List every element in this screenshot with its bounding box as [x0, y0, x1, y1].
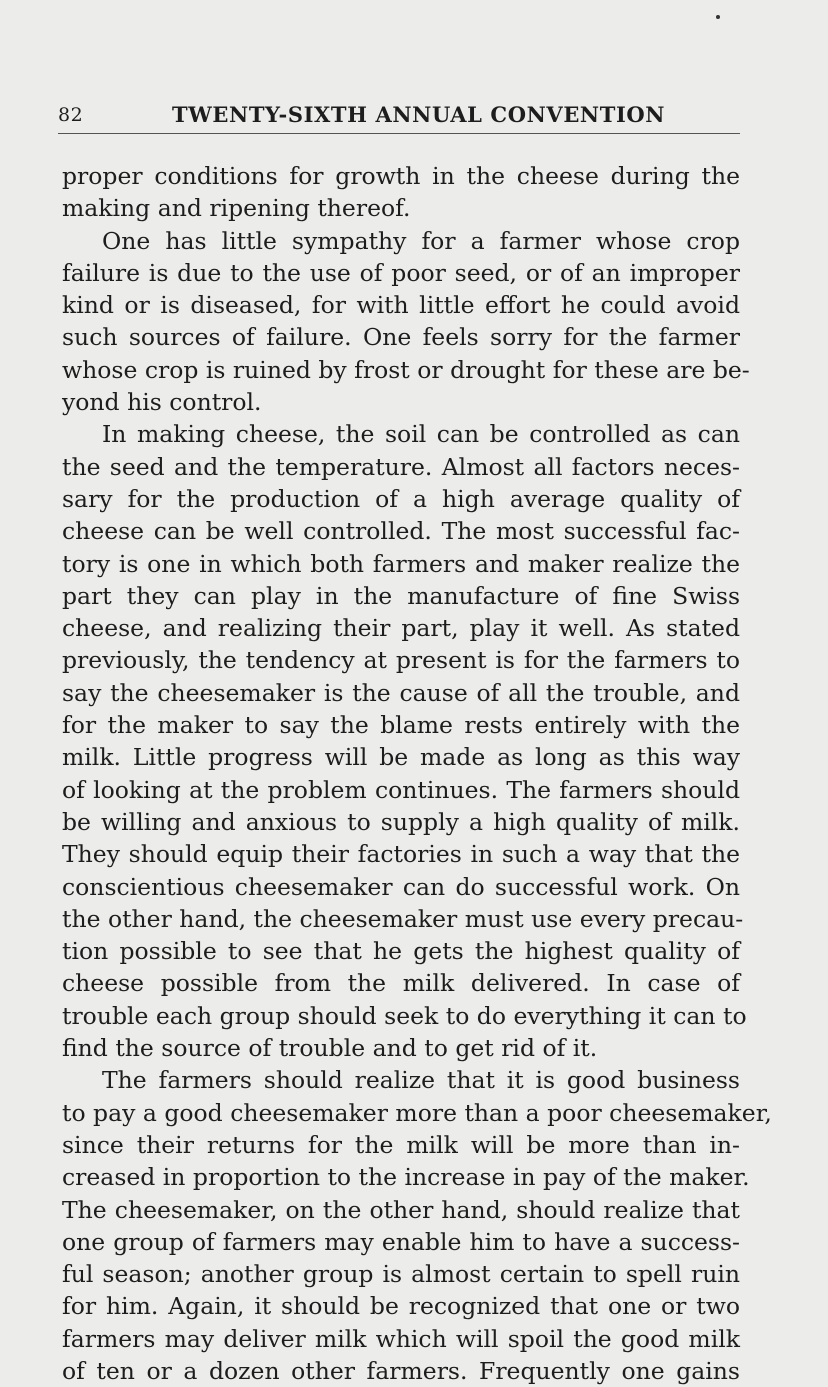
text-line: kind or is diseased, for with little effort he could avoid — [62, 291, 740, 320]
text-line: of looking at the problem continues. The farmers should — [62, 775, 740, 804]
text-line: find the source of trouble and to get rid of it. — [62, 1034, 598, 1063]
text-line: be willing and anxious to supply a high quality of milk. — [62, 807, 740, 836]
text-line: for him. Again, it should be recognized that one or two — [62, 1292, 740, 1321]
text-line: tion possible to see that he gets the highest quality of — [62, 937, 740, 966]
text-line: farmers may deliver milk which will spoil the good milk — [62, 1324, 740, 1353]
text-line: part they can play in the manufacture of fine Swiss — [62, 581, 740, 610]
text-line: the seed and the temperature. Almost all factors neces- — [62, 452, 740, 481]
text-line: yond his control. — [62, 388, 262, 417]
text-line: They should equip their factories in such a way that the — [62, 840, 740, 869]
text-line: the other hand, the cheesemaker must use every precau- — [62, 904, 744, 933]
text-line: The cheesemaker, on the other hand, should realize that — [62, 1195, 740, 1224]
text-line: to pay a good cheesemaker more than a poor cheesemaker, — [62, 1098, 772, 1127]
text-line: ful season; another group is almost certain to spell ruin — [62, 1260, 740, 1289]
body-text — [62, 160, 772, 1387]
text-line: whose crop is ruined by frost or drought for these are be- — [62, 355, 750, 384]
header-rule — [58, 133, 740, 134]
text-line: proper conditions for growth in the cheese during the — [62, 162, 740, 190]
text-line: cheese possible from the milk delivered. In case of — [62, 969, 740, 998]
ink-speck — [716, 15, 720, 19]
text-line: sary for the production of a high average quality of — [62, 484, 740, 513]
text-line: such sources of failure. One feels sorry for the farmer — [62, 323, 740, 352]
text-line: one group of farmers may enable him to have a success- — [62, 1227, 740, 1256]
text-line: failure is due to the use of poor seed, or of an improper — [62, 258, 740, 287]
running-head — [58, 102, 740, 134]
text-line: cheese, and realizing their part, play it well. As stated — [62, 614, 740, 643]
paragraph-first-line: The farmers should realize that it is good business — [102, 1066, 740, 1095]
text-line: creased in proportion to the increase in pay of the maker. — [62, 1163, 750, 1192]
text-line: making and ripening thereof. — [62, 194, 411, 223]
page-number: 82 — [58, 104, 84, 126]
text-line: cheese can be well controlled. The most successful fac- — [62, 517, 740, 546]
text-line: say the cheesemaker is the cause of all the trouble, and — [62, 678, 740, 707]
text-line: tory is one in which both farmers and maker realize the — [62, 549, 740, 578]
text-line: for the maker to say the blame rests entirely with the — [62, 711, 740, 740]
paragraph-first-line: One has little sympathy for a farmer whose crop — [102, 226, 740, 255]
page-header-title: TWENTY-SIXTH ANNUAL CONVENTION — [172, 102, 666, 127]
text-line: conscientious cheesemaker can do successful work. On — [62, 872, 740, 901]
text-line: since their returns for the milk will be more than in- — [62, 1130, 740, 1159]
text-line: of ten or a dozen other farmers. Frequently one gains — [62, 1356, 740, 1385]
paragraph-first-line: In making cheese, the soil can be controlled as can — [102, 420, 740, 449]
text-line: milk. Little progress will be made as long as this way — [62, 743, 740, 772]
text-line: trouble each group should seek to do everything it can to — [62, 1001, 747, 1030]
text-line: previously, the tendency at present is for the farmers to — [62, 646, 740, 675]
